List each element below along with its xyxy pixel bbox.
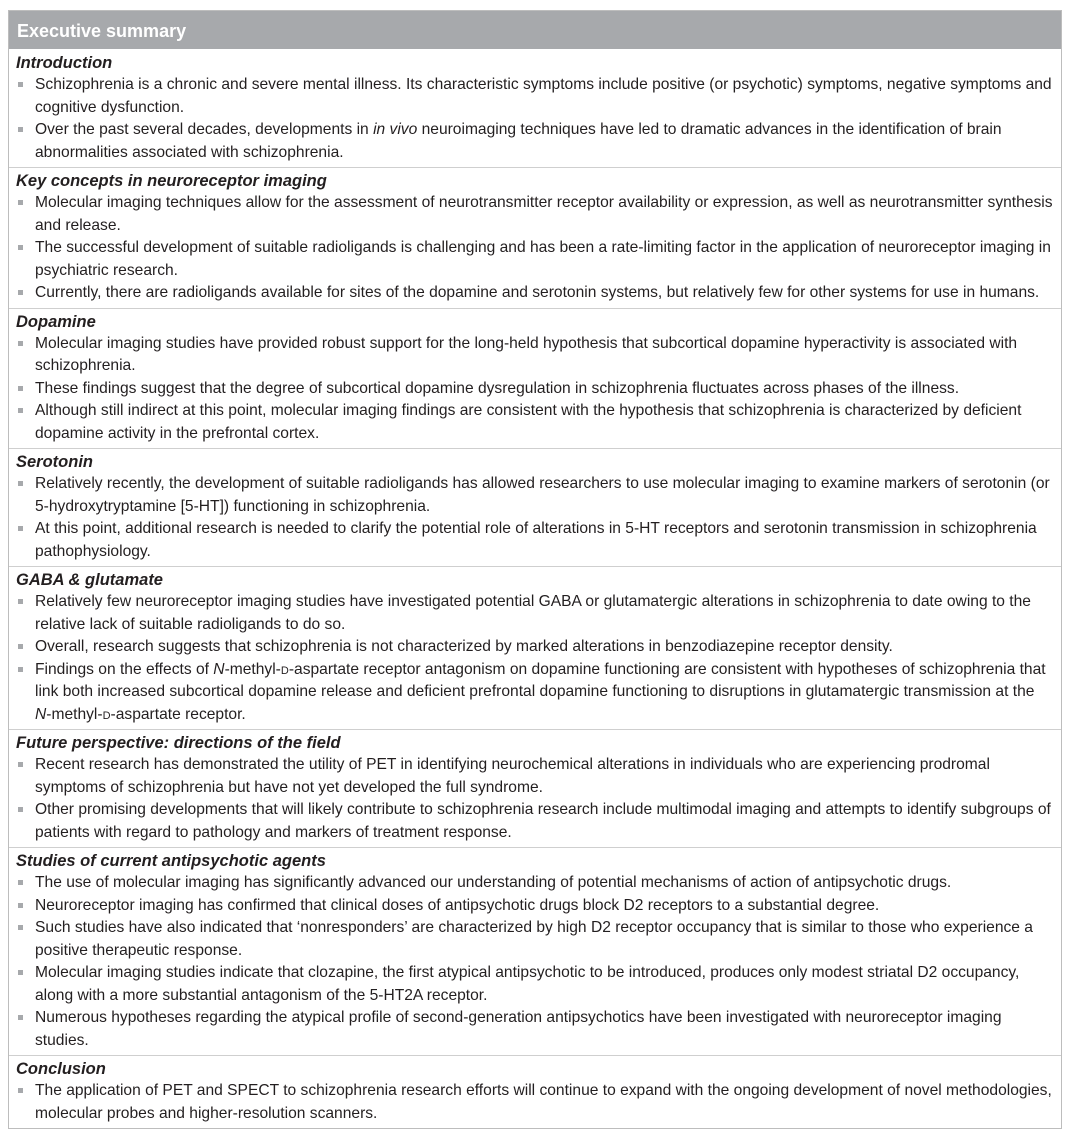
square-bullet-icon [18, 341, 23, 346]
item-text: Findings on the effects of [35, 660, 214, 678]
item-text: Molecular imaging studies indicate that clozapine, the first atypical antipsychotic to be introduced, produces only modest striatal D2 occupancy, along with a more substantial antagonism of the 5-HT2A receptor. [35, 964, 1020, 1004]
square-bullet-icon [18, 903, 23, 908]
list-item [16, 400, 1055, 445]
item-text: Molecular imaging studies have provided robust support for the long-held hypothesis that subcortical dopamine hyperactivity is associated with schizophrenia. [35, 334, 1018, 374]
list-item [16, 119, 1055, 164]
sections-container [9, 50, 1061, 1128]
list-item [16, 754, 1055, 799]
square-bullet-icon [18, 526, 23, 531]
section-conclusion [9, 1055, 1061, 1128]
list-item [16, 518, 1055, 563]
square-bullet-icon [18, 408, 23, 413]
list-item [16, 636, 1055, 659]
item-text: -aspartate receptor. [110, 705, 246, 723]
item-text: Such studies have also indicated that ‘nonresponders’ are characterized by high D2 receptor occupancy that is similar to those who experience a positive therapeutic response. [35, 919, 1033, 959]
item-text: N [35, 705, 47, 723]
bullet-list [16, 1080, 1055, 1125]
section-studies-of-current-antipsychotic-agents [9, 847, 1061, 1055]
square-bullet-icon [18, 82, 23, 87]
square-bullet-icon [18, 667, 23, 672]
list-item [16, 333, 1055, 378]
item-text: Although still indirect at this point, molecular imaging findings are consistent with the hypothesis that schizophrenia is characterized by deficient dopamine activity in the prefrontal cortex. [35, 402, 1022, 442]
square-bullet-icon [18, 290, 23, 295]
item-text: Currently, there are radioligands available for sites of the dopamine and serotonin systems, but relatively few for other systems for use in humans. [35, 284, 1040, 301]
section-heading: Future perspective: directions of the field [16, 734, 341, 752]
list-item [16, 799, 1055, 844]
list-item [16, 917, 1055, 962]
item-text: Schizophrenia is a chronic and severe mental illness. Its characteristic symptoms include positive (or psychotic) symptoms, negative symptoms and cognitive dysfunction. [35, 76, 1052, 116]
square-bullet-icon [18, 127, 23, 132]
section-gaba-glutamate [9, 566, 1061, 729]
list-item [16, 1080, 1055, 1125]
bullet-list [16, 192, 1055, 305]
bullet-list [16, 473, 1055, 563]
item-text: Relatively few neuroreceptor imaging studies have investigated potential GABA or glutamatergic alterations in schizophrenia to date owing to the relative lack of suitable radioligands to do so. [35, 593, 1031, 633]
section-heading: Introduction [16, 54, 113, 72]
item-text: d [102, 705, 111, 723]
list-item [16, 192, 1055, 237]
square-bullet-icon [18, 1015, 23, 1020]
square-bullet-icon [18, 599, 23, 604]
square-bullet-icon [18, 245, 23, 250]
square-bullet-icon [18, 1088, 23, 1093]
square-bullet-icon [18, 970, 23, 975]
item-text: in vivo [373, 121, 418, 138]
list-item [16, 237, 1055, 282]
item-text: The application of PET and SPECT to schizophrenia research efforts will continue to expand with the ongoing development of novel methodologies, molecular probes and higher-resolution scanners. [35, 1082, 1052, 1122]
square-bullet-icon [18, 807, 23, 812]
square-bullet-icon [18, 200, 23, 205]
item-text: The use of molecular imaging has significantly advanced our understanding of potential mechanisms of action of antipsychotic drugs. [35, 874, 952, 891]
section-future-perspective-directions-of-the-field [9, 729, 1061, 847]
section-key-concepts-in-neuroreceptor-imaging [9, 167, 1061, 308]
list-item [16, 895, 1055, 918]
square-bullet-icon [18, 644, 23, 649]
item-text: Relatively recently, the development of suitable radioligands has allowed researchers to use molecular imaging to examine markers of serotonin (or 5-hydroxytryptamine [5-HT]) functioning in schizophrenia. [35, 475, 1050, 515]
list-item [16, 962, 1055, 1007]
item-text: Neuroreceptor imaging has confirmed that clinical doses of antipsychotic drugs block D2 receptors to a substantial degree. [35, 896, 880, 914]
item-text: Molecular imaging techniques allow for the assessment of neurotransmitter receptor availability or expression, as well as neurotransmitter synthesis and release. [35, 194, 1053, 234]
item-text: These findings suggest that the degree of subcortical dopamine dysregulation in schizophrenia fluctuates across phases of the illness. [35, 379, 960, 397]
section-heading: Dopamine [16, 312, 96, 331]
section-heading: Conclusion [16, 1060, 106, 1078]
bullet-list [16, 333, 1055, 446]
square-bullet-icon [18, 386, 23, 391]
section-serotonin [9, 448, 1061, 566]
square-bullet-icon [18, 880, 23, 885]
square-bullet-icon [18, 762, 23, 767]
list-item [16, 74, 1055, 119]
square-bullet-icon [18, 481, 23, 486]
list-item [16, 659, 1055, 727]
item-text: -methyl- [224, 660, 281, 678]
list-item [16, 591, 1055, 636]
item-text: Overall, research suggests that schizophrenia is not characterized by marked alterations in benzodiazepine receptor density. [35, 638, 893, 655]
list-item [16, 282, 1055, 305]
bullet-list [16, 872, 1055, 1052]
item-text: neuroimaging techniques have led to dramatic advances in the identification of brain abnormalities associated with schizophrenia. [35, 121, 1002, 161]
list-item [16, 473, 1055, 518]
item-text: N [213, 660, 225, 678]
item-text: Numerous hypotheses regarding the atypical profile of second-generation antipsychotics have been investigated with neuroreceptor imaging studies. [35, 1009, 1002, 1049]
list-item [16, 1007, 1055, 1052]
section-dopamine [9, 308, 1061, 449]
item-text: Over the past several decades, developments in [35, 121, 374, 138]
item-text: At this point, additional research is needed to clarify the potential role of alterations in 5-HT receptors and serotonin transmission in schizophrenia pathophysiology. [35, 520, 1037, 560]
item-text: Recent research has demonstrated the utility of PET in identifying neurochemical alterations in individuals who are experiencing prodromal symptoms of schizophrenia but have not yet developed the full syndrome. [35, 756, 990, 796]
item-text: d [280, 660, 289, 678]
box-title: Executive summary [9, 11, 1061, 50]
bullet-list [16, 754, 1055, 844]
executive-summary-box [8, 10, 1062, 1129]
section-introduction [9, 50, 1061, 167]
item-text: The successful development of suitable radioligands is challenging and has been a rate-limiting factor in the application of neuroreceptor imaging in psychiatric research. [35, 239, 1051, 279]
square-bullet-icon [18, 925, 23, 930]
item-text: -methyl- [46, 705, 103, 723]
item-text: -aspartate receptor antagonism on dopamine functioning are consistent with hypotheses of schizophrenia that link both increased subcortical dopamine release and deficient prefrontal dopamine functioning to disruptions in glutamatergic transmission at the [35, 660, 1046, 700]
list-item [16, 378, 1055, 401]
item-text: Other promising developments that will likely contribute to schizophrenia research include multimodal imaging and attempts to identify subgroups of patients with regard to pathology and markers of treatment response. [35, 801, 1051, 841]
bullet-list [16, 591, 1055, 726]
section-heading: Key concepts in neuroreceptor imaging [16, 172, 327, 190]
section-heading: GABA & glutamate [16, 571, 163, 589]
list-item [16, 872, 1055, 895]
section-heading: Studies of current antipsychotic agents [16, 852, 326, 870]
section-heading: Serotonin [16, 453, 93, 471]
bullet-list [16, 74, 1055, 164]
